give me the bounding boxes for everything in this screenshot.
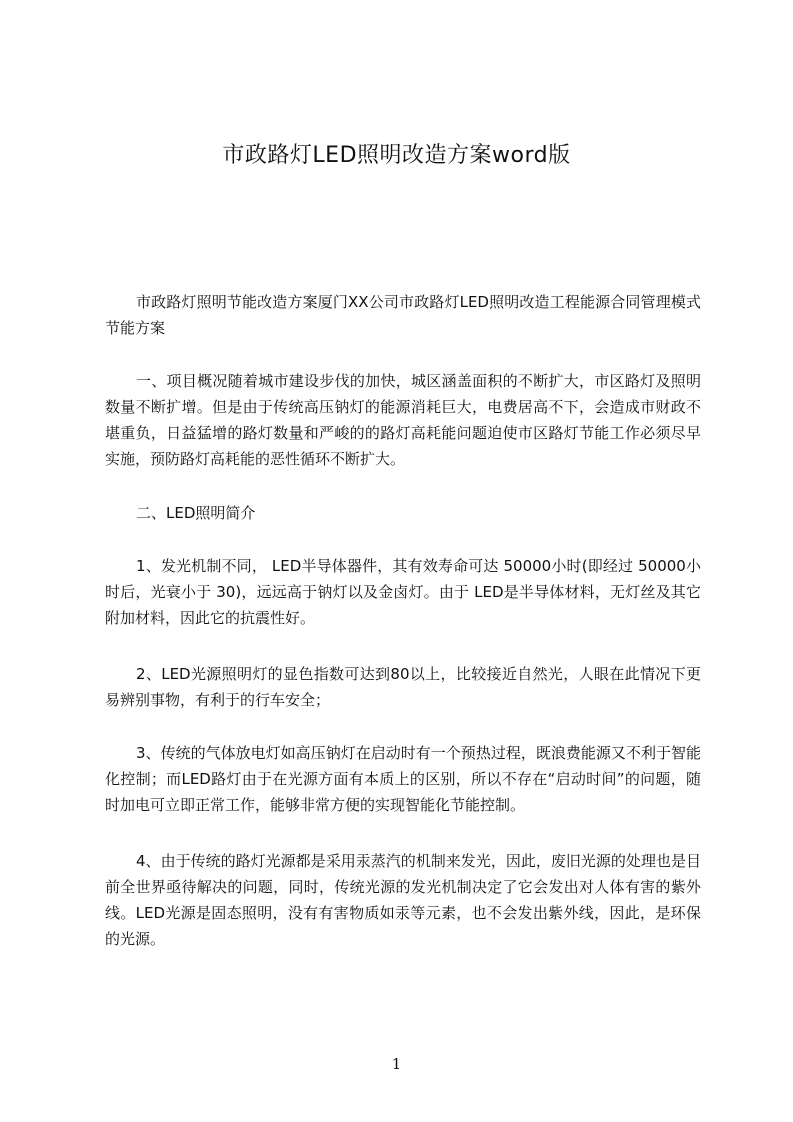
intro-paragraph: 市政路灯照明节能改造方案厦门XX公司市政路灯LED照明改造工程能源合同管理模式节能方案 — [105, 293, 701, 337]
point-4-paragraph: 4、由于传统的路灯光源都是采用汞蒸汽的机制来发光，因此，废旧光源的处理也是目前全世界亟待解决的问题，同时，传统光源的发光机制决定了它会发出对人体有害的紫外线。LED光源是固态照明，没有有害物质如汞等元素，也不会发出紫外线，因此，是环保的光源。 — [105, 852, 701, 948]
project-overview-paragraph: 一、项目概况随着城市建设步伐的加快，城区涵盖面积的不断扩大，市区路灯及照明数量不断扩增。但是由于传统高压钠灯的能源消耗巨大，电费居高不下，会造成市财政不堪重负，日益猛增的路灯数量和严峻的的路灯高耗能问题迫使市区路灯节能工作必须尽早实施，预防路灯高耗能的恶性循环不断扩大。 — [105, 372, 701, 468]
point-1-paragraph: 1、发光机制不同， LED半导体器件，其有效寿命可达 50000小时(即经过 50000小时后，光衰小于 30)，远远高于钠灯以及金卤灯。由于 LED是半导体材料，无灯丝及其它附加材料，因此它的抗震性好。 — [105, 557, 701, 627]
point-2-paragraph: 2、LED光源照明灯的显色指数可达到80以上，比较接近自然光，人眼在此情况下更易辨别事物，有利于的行车安全； — [105, 665, 701, 709]
document-title: 市政路灯LED照明改造方案word版 — [222, 143, 571, 168]
led-intro-heading: 二、LED照明简介 — [136, 504, 256, 522]
point-3-paragraph: 3、传统的气体放电灯如高压钠灯在启动时有一个预热过程，既浪费能源又不利于智能化控制；而LED路灯由于在光源方面有本质上的区别，所以不存在“启动时间”的问题，随时加电可立即正常工作，能够非常方便的实现智能化节能控制。 — [105, 744, 701, 814]
page-number: 1 — [391, 1055, 402, 1073]
